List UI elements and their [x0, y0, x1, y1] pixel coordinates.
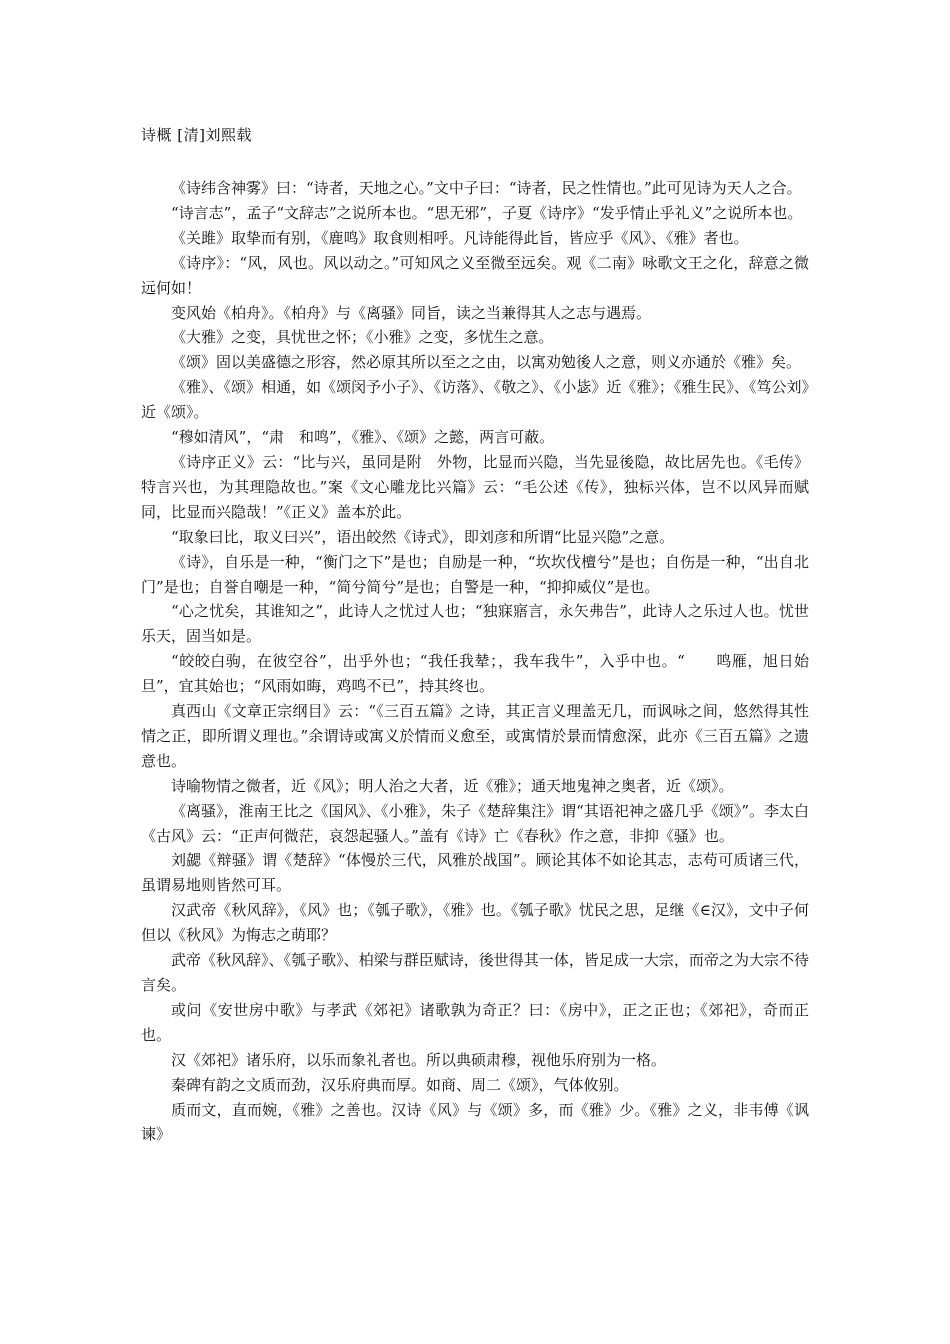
paragraph: 秦碑有韵之文质而劲，汉乐府典而厚。如商、周二《颂》，气体攸别。	[171, 1075, 629, 1094]
paragraph: 《关雎》取挚而有别，《鹿鸣》取食则相呼。凡诗能得此旨，皆应乎《风》、《雅》者也。	[171, 228, 749, 247]
paragraph: “皎皎白驹，在彼空谷”，出乎外也；“我任我辇；，我车我牛”，入乎中也。“ 鸣雁，旭日始旦”，宜其始也；“风雨如晦，鸡鸣不已”，持其终也。	[141, 652, 809, 696]
paragraph: 《雅》、《颂》相通，如《颂闵予小子》、《访落》、《敬之》、《小毖》近《雅》；《雅生民》、《笃公刘》近《颂》。	[141, 378, 809, 422]
paragraph: 真西山《文章正宗纲目》云：“《三百五篇》之诗，其正言义理盖无几，而讽咏之间，悠然得其性情之正，即所谓义理也。”余谓诗或寓义於情而义愈至，或寓情於景而情愈深，此亦《三百五篇》之遗意也。	[141, 702, 809, 770]
document-title: 诗概 [清]刘熙载	[141, 126, 252, 144]
paragraph: 汉《郊祀》诸乐府，以乐而象礼者也。所以典硕肃穆，视他乐府别为一格。	[171, 1050, 667, 1069]
paragraph: 《离骚》，淮南王比之《国风》、《小雅》，朱子《楚辞集注》谓“其语祀神之盛几乎《颂》”。李太白《古风》云：“正声何微茫，哀怨起骚人。”盖有《诗》亡《春秋》作之意，非抑《骚》也。	[141, 801, 809, 845]
paragraph: 《大雅》之变，具忧世之怀；《小雅》之变，多忧生之意。	[171, 328, 554, 347]
paragraph: 《诗序正义》云：“比与兴，虽同是附 外物，比显而兴隐，当先显後隐，故比居先也。《毛传》特言兴也，为其理隐故也。”案《文心雕龙比兴篇》云：“毛公述《传》，独标兴体，岂不以风异而赋同，比显而兴隐哉！”《正义》盖本於此。	[141, 452, 809, 521]
paragraph: “诗言志”，孟子“文辞志”之说所本也。“思无邪”，子夏《诗序》“发乎情止乎礼义”之说所本也。	[171, 203, 803, 222]
paragraph: 汉武帝《秋风辞》，《风》也；《瓠子歌》，《雅》也。《瓠子歌》忧民之思，足继《∈汉》，文中子何但以《秋风》为悔志之萌耶？	[141, 901, 809, 945]
paragraph: 质而文，直而婉，《雅》之善也。汉诗《风》与《颂》多，而《雅》少。《雅》之义，非韦傅《讽谏》	[141, 1100, 809, 1144]
paragraph: 《诗》，自乐是一种，“衡门之下”是也；自励是一种，“坎坎伐檀兮”是也；自伤是一种，“出自北门”是也；自誉自嘲是一种，“简兮简兮”是也；自警是一种，“抑抑威仪”是也。	[141, 552, 809, 596]
paragraph: 变风始《柏舟》。《柏舟》与《离骚》同旨，读之当兼得其人之志与遇焉。	[171, 303, 652, 322]
paragraph: “心之忧矣，其谁知之”，此诗人之忧过人也；“独寐寤言，永矢弗告”，此诗人之乐过人也。忧世乐天，固当如是。	[141, 602, 809, 646]
paragraph: “穆如清风”，“肃 和鸣”，《雅》、《颂》之懿，两言可蔽。	[171, 428, 555, 447]
paragraph: 《诗序》：“风，风也。风以动之。”可知风之义至微至远矣。观《二南》咏歌文王之化，辞意之微远何如！	[141, 253, 809, 297]
paragraph: 或问《安世房中歌》与孝武《郊祀》诸歌孰为奇正？曰：《房中》，正之正也；《郊祀》，奇而正也。	[141, 1000, 809, 1044]
paragraph: 武帝《秋风辞》、《瓠子歌》、柏梁与群臣赋诗，後世得其一体，皆足成一大宗，而帝之为大宗不待言矣。	[141, 951, 809, 994]
document-body	[141, 176, 809, 1147]
paragraph: 《颂》固以美盛德之形容，然必原其所以至之之由，以寓劝勉後人之意，则义亦通於《雅》矣。	[171, 353, 802, 372]
paragraph: 刘勰《辩骚》谓《楚辞》“体慢於三代，风雅於战国”。顾论其体不如论其志，志苟可质诸三代，虽谓易地则皆然可耳。	[141, 851, 809, 895]
paragraph: “取象曰比，取义曰兴”，语出皎然《诗式》，即刘彦和所谓“比显兴隐”之意。	[171, 527, 675, 546]
paragraph: 《诗纬含神雾》曰：“诗者，天地之心。”文中子曰：“诗者，民之性情也。”此可见诗为天人之合。	[171, 179, 802, 197]
paragraph: 诗喻物情之微者，近《风》；明人治之大者，近《雅》；通天地鬼神之奥者，近《颂》。	[171, 776, 734, 795]
